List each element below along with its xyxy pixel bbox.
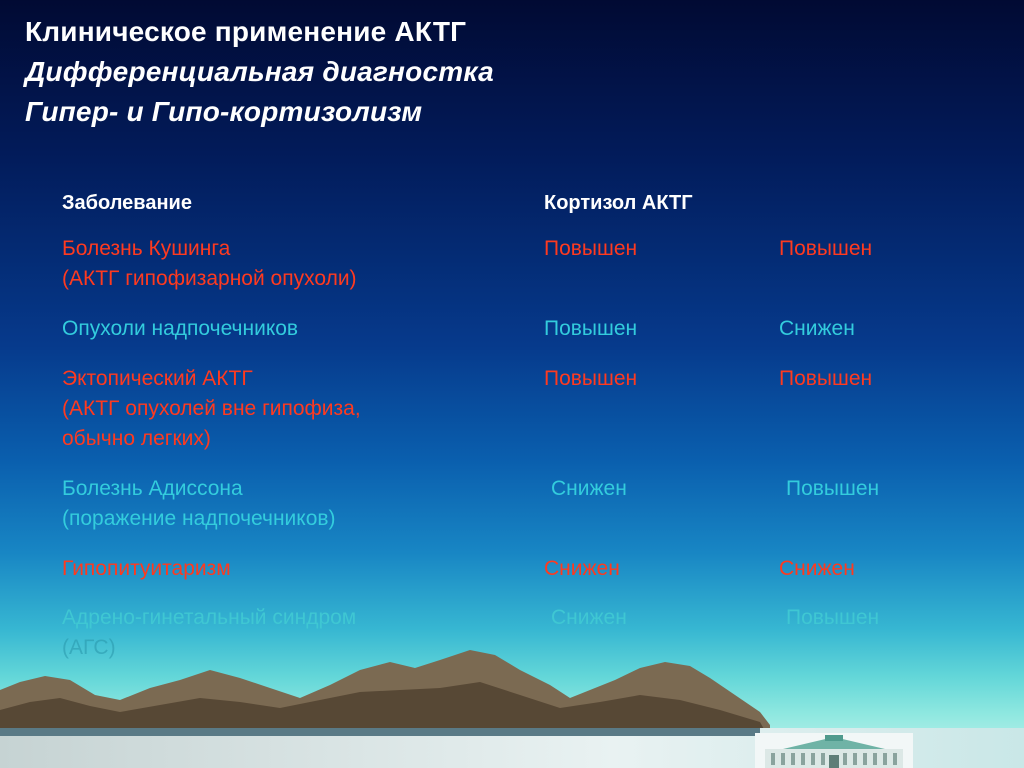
table-row — [62, 234, 962, 314]
row-acth: Снижен — [779, 557, 855, 580]
table-header — [62, 188, 962, 222]
table-row — [62, 554, 962, 603]
header-disease: Заболевание — [62, 192, 192, 214]
row-cortisol: Повышен — [544, 317, 638, 340]
row-acth: Снижен — [779, 317, 855, 340]
row-cortisol: Снижен — [544, 557, 620, 580]
row-disease-line: Болезнь Адиссона — [62, 477, 243, 500]
row-cortisol: Повышен — [544, 237, 638, 260]
row-disease-line: Болезнь Кушинга — [62, 237, 231, 260]
mountains-decoration — [0, 640, 780, 740]
title-line-3: Гипер- и Гипо-кортизолизм — [25, 96, 423, 127]
title-line-1: Клиническое применение АКТГ — [25, 16, 467, 47]
table-row — [62, 314, 962, 364]
row-acth: Повышен — [779, 237, 873, 260]
row-cortisol: Снижен — [551, 477, 627, 500]
row-disease-line: Опухоли надпочечников — [62, 317, 299, 340]
row-acth: Повышен — [786, 606, 880, 629]
title-line-2: Дифференциальная диагностка — [25, 56, 494, 87]
row-acth: Повышен — [786, 477, 880, 500]
row-cortisol: Повышен — [544, 367, 638, 390]
table-row — [62, 474, 962, 554]
row-disease-line: Гипопитуитаризм — [62, 557, 231, 580]
slide-title — [25, 12, 494, 132]
header-cortisol-acth: Кортизол АКТГ — [544, 192, 693, 214]
table-row — [62, 364, 962, 474]
row-disease-line: обычно легких) — [62, 427, 211, 450]
diagnosis-table — [62, 188, 962, 663]
row-disease-line: Эктопический АКТГ — [62, 367, 253, 390]
row-cortisol: Снижен — [551, 606, 627, 629]
building-image — [755, 733, 913, 768]
row-disease-line: (АКТГ опухолей вне гипофиза, — [62, 397, 361, 420]
row-disease-line: Адрено-гинетальный синдром — [62, 606, 357, 629]
ground-shadow — [0, 728, 760, 736]
row-disease-line: (АГС) — [62, 636, 116, 659]
row-acth: Повышен — [779, 367, 873, 390]
row-disease-line: (поражение надпочечников) — [62, 507, 336, 530]
row-disease-line: (АКТГ гипофизарной опухоли) — [62, 267, 357, 290]
